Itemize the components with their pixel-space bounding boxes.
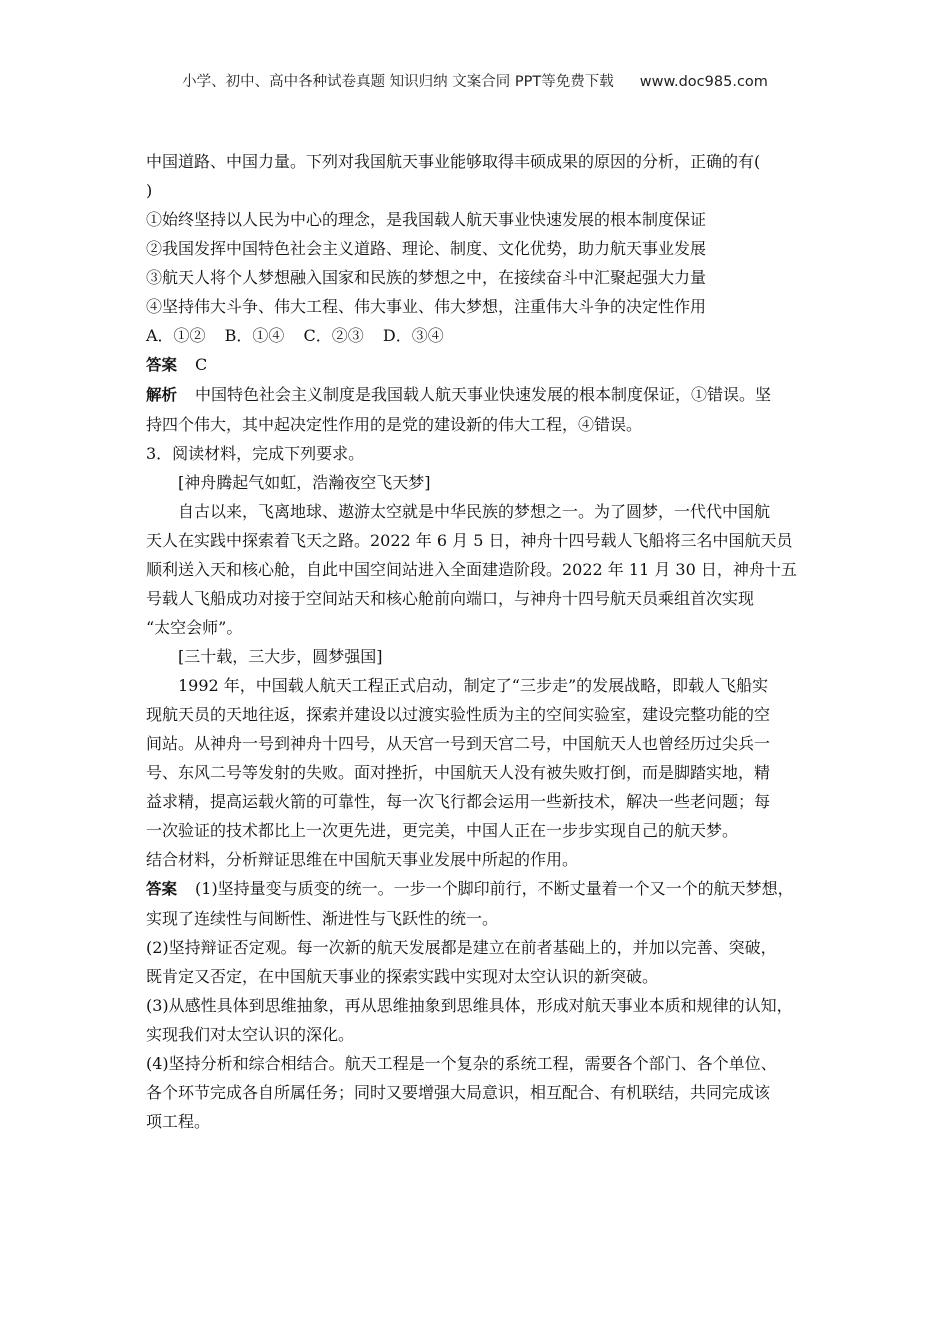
answer-point-1: (1)坚持量变与质变的统一。一步一个脚印前行，不断丈量着一个又一个的航天梦想， (195, 879, 794, 898)
analysis-label: 解析 (146, 386, 178, 404)
q2-item-1: ①始终坚持以人民为中心的理念，是我国载人航天事业快速发展的根本制度保证 (146, 210, 707, 229)
material-1-line: “太空会师”。 (146, 618, 243, 637)
material-1-title: [神舟腾起气如虹，浩瀚夜空飞天梦] (178, 473, 431, 492)
q2-item-2: ②我国发挥中国特色社会主义道路、理论、制度、文化优势，助力航天事业发展 (146, 239, 707, 258)
material-2-line: 间站。从神舟一号到神舟十四号，从天宫一号到天宫二号，中国航天人也曾经历过尖兵一 (146, 734, 771, 753)
header-text: 小学、初中、高中各种试卷真题 知识归纳 文案合同 PPT等免费下载 (182, 74, 614, 90)
q2-analysis-line-2: 持四个伟大，其中起决定性作用的是党的建设新的伟大工程，④错误。 (146, 415, 643, 434)
q3-answer-line: 各个环节完成各自所属任务；同时又要增强大局意识，相互配合、有机联结，共同完成该 (146, 1083, 771, 1102)
material-2-line: 益求精，提高运载火箭的可靠性，每一次飞行都会运用一些新技术，解决一些老问题；每 (146, 792, 771, 811)
option-a: A．①② (146, 326, 206, 345)
material-2-line: 号、东风二号等发射的失败。面对挫折，中国航天人没有被失败打倒，而是脚踏实地，精 (146, 763, 771, 782)
option-b: B．①④ (224, 326, 285, 345)
analysis-line-1: 中国特色社会主义制度是我国载人航天事业快速发展的根本制度保证，①错误。坚 (195, 385, 772, 404)
header-site-link[interactable]: www.doc985.com (639, 74, 768, 90)
q2-item-4: ④坚持伟大斗争、伟大工程、伟大事业、伟大梦想，注重伟大斗争的决定性作用 (146, 297, 707, 316)
page-header (0, 70, 950, 91)
q3-answer-line: 实现了连续性与间断性、渐进性与飞跃性的统一。 (146, 909, 499, 928)
answer-value: C (195, 355, 208, 374)
material-1-line: 天人在实践中探索着飞天之路。2022 年 6 月 5 日，神舟十四号载人飞船将三名中国航天员 (146, 531, 793, 550)
answer-label: 答案 (146, 356, 178, 374)
material-2-line: 一次验证的技术都比上一次更先进，更完美，中国人正在一步步实现自己的航天梦。 (146, 821, 739, 840)
material-1-line: 号载人飞船成功对接于空间站天和核心舱前向端口，与神舟十四号航天员乘组首次实现 (146, 589, 755, 608)
q3-requirement: 结合材料，分析辩证思维在中国航天事业发展中所起的作用。 (146, 850, 579, 869)
q2-options (146, 321, 816, 350)
q3-answer-line: 项工程。 (146, 1112, 211, 1131)
q2-analysis (146, 380, 816, 410)
q2-item-3: ③航天人将个人梦想融入国家和民族的梦想之中，在接续奋斗中汇聚起强大力量 (146, 268, 707, 287)
q3-answer-line (146, 874, 816, 904)
q2-stem-line-2: ) (146, 181, 153, 200)
q3-answer-line: 既肯定又否定，在中国航天事业的探索实践中实现对太空认识的新突破。 (146, 967, 659, 986)
q2-stem-line-1: 中国道路、中国力量。下列对我国航天事业能够取得丰硕成果的原因的分析，正确的有( (146, 152, 761, 171)
material-2-line: 1992 年，中国载人航天工程正式启动，制定了“三步走”的发展战略，即载人飞船实 (178, 676, 769, 695)
document-body (146, 147, 816, 1136)
q3-answer-line: (3)从感性具体到思维抽象，再从思维抽象到思维具体，形成对航天事业本质和规律的认知， (146, 996, 793, 1015)
material-2-line: 现航天员的天地往返，探索并建设以过渡实验性质为主的空间实验室，建设完整功能的空 (146, 705, 771, 724)
material-1-line: 顺利送入天和核心舱，自此中国空间站进入全面建造阶段。2022 年 11 月 30 日，神舟十五 (146, 560, 797, 579)
option-d: D．③④ (382, 326, 444, 345)
option-c: C．②③ (303, 326, 364, 345)
answer-label: 答案 (146, 880, 178, 898)
q2-answer (146, 350, 816, 380)
material-1-line: 自古以来，飞离地球、遨游太空就是中华民族的梦想之一。为了圆梦，一代代中国航 (178, 502, 771, 521)
material-2-title: [三十载，三大步，圆梦强国] (178, 647, 383, 666)
q3-stem: 3．阅读材料，完成下列要求。 (146, 444, 365, 463)
q3-answer-line: (2)坚持辩证否定观。每一次新的航天发展都是建立在前者基础上的，并加以完善、突破， (146, 938, 777, 957)
q3-answer-line: (4)坚持分析和综合相结合。航天工程是一个复杂的系统工程，需要各个部门、各个单位、 (146, 1054, 777, 1073)
q3-answer-line: 实现我们对太空认识的深化。 (146, 1025, 355, 1044)
